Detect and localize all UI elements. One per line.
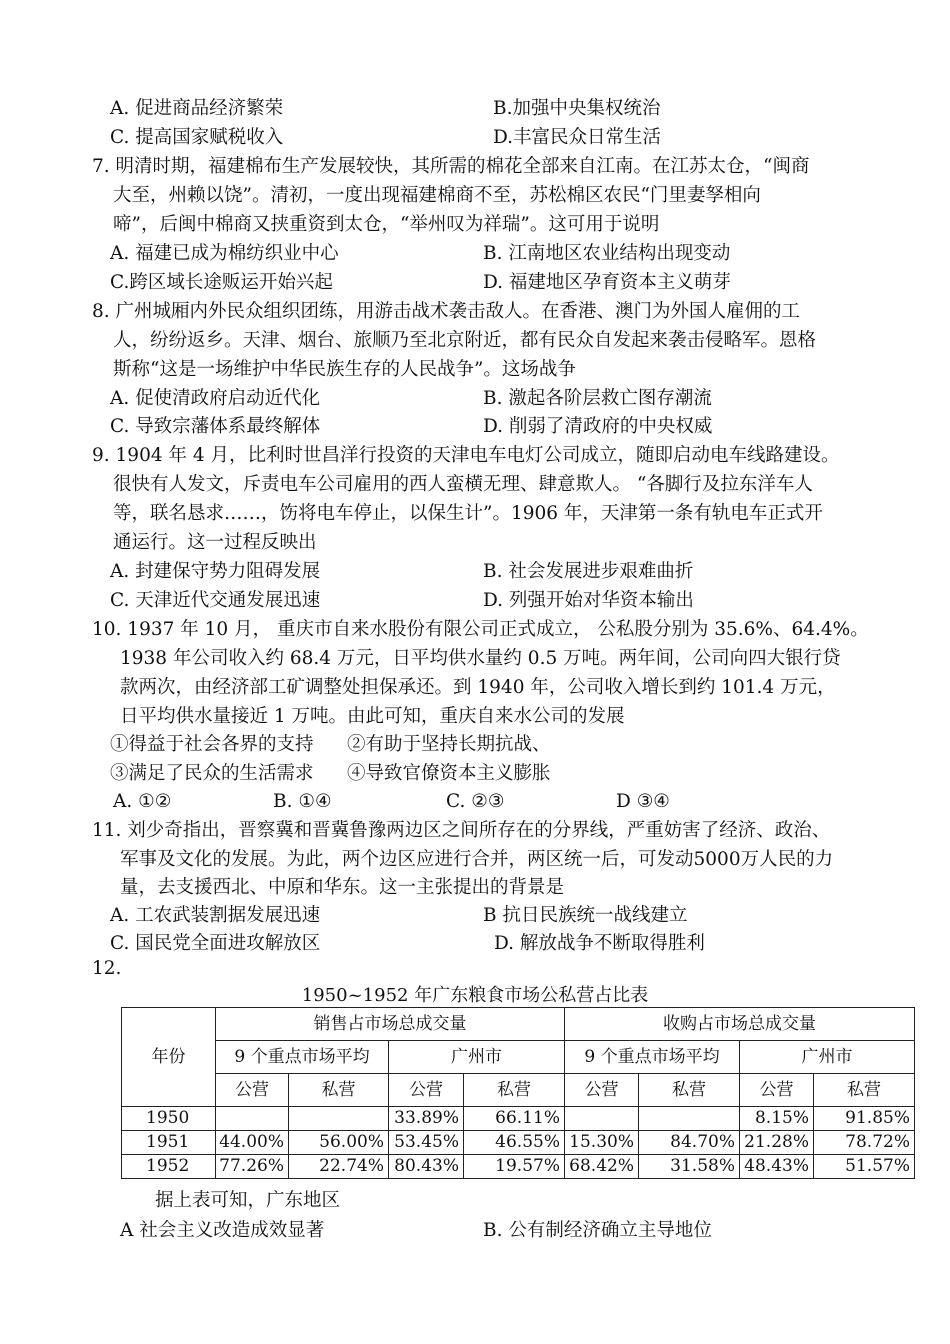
- header-purchase: 收购占市场总成交量: [565, 1008, 915, 1041]
- q10-option-c: C. ②③: [446, 791, 505, 812]
- header-private: 私营: [289, 1074, 389, 1107]
- cell-year: 1950: [122, 1107, 216, 1131]
- q8-option-a: A. 促使清政府启动近代化: [110, 388, 321, 409]
- q6-option-c: C. 提高国家赋税收入: [110, 127, 284, 148]
- q8-option-c: C. 导致宗藩体系最终解体: [110, 416, 321, 437]
- cell: 15.30%: [565, 1131, 639, 1155]
- q10-stem-line-4: 日平均供水量接近 1 万吨。由此可知，重庆自来水公司的发展: [120, 706, 625, 727]
- q10-stem-line-1: 10. 1937 年 10 月， 重庆市自来水股份有限公司正式成立， 公私股分别为 35.6%、64.4%。: [92, 619, 869, 640]
- header-private: 私营: [639, 1074, 740, 1107]
- table-row: [122, 1131, 915, 1155]
- q10-stem-line-2: 1938 年公司收入约 68.4 万元，日平均供水量约 0.5 万吨。两年间，公司向四大银行贷: [120, 648, 841, 669]
- q9-option-b: B. 社会发展进步艰难曲折: [483, 561, 694, 582]
- cell: 66.11%: [464, 1107, 565, 1131]
- q10-item-1: ①得益于社会各界的支持: [110, 734, 314, 755]
- q8-stem-line-2: 人，纷纷返乡。天津、烟台、旅顺乃至北京附近，都有民众自发起来袭击侵略军。恩格: [113, 330, 817, 351]
- q7-option-c: C.跨区域长途贩运开始兴起: [110, 272, 333, 293]
- q9-stem-line-1: 9. 1904 年 4 月，比利时世昌洋行投资的天津电车电灯公司成立，随即启动电车线路建设。: [92, 445, 840, 466]
- q11-option-b: B 抗日民族统一战线建立: [483, 905, 688, 926]
- q7-option-d: D. 福建地区孕育资本主义萌芽: [483, 272, 731, 293]
- q10-option-a: A. ①②: [113, 791, 172, 812]
- cell: 8.15%: [740, 1107, 814, 1131]
- q6-option-d: D.丰富民众日常生活: [493, 127, 662, 148]
- q8-stem-line-3: 斯称“这是一场维护中华民族生存的人民战争”。这场战争: [113, 359, 576, 380]
- q6-option-a: A. 促进商品经济繁荣: [110, 98, 284, 119]
- header-sales-guangzhou: 广州市: [389, 1041, 565, 1074]
- q10-item-4: ④导致官僚资本主义膨胀: [347, 763, 551, 784]
- q9-stem-line-2: 很快有人发文，斥责电车公司雇用的西人蛮横无理、肆意欺人。 “各脚行及拉东洋车人: [113, 474, 813, 495]
- q11-stem-line-2: 军事及文化的发展。为此，两个边区应进行合并，两区统一后，可发动5000万人民的力: [120, 849, 834, 870]
- cell: 80.43%: [389, 1155, 464, 1179]
- cell-year: 1952: [122, 1155, 216, 1179]
- header-public: 公营: [740, 1074, 814, 1107]
- q9-option-d: D. 列强开始对华资本输出: [483, 590, 694, 611]
- cell: 84.70%: [639, 1131, 740, 1155]
- q8-stem-line-1: 8. 广州城厢内外民众组织团练，用游击战术袭击敌人。在香港、澳门为外国人雇佣的工: [92, 301, 801, 322]
- q12-number: 12.: [92, 958, 122, 979]
- table-row: [122, 1107, 915, 1131]
- cell: 68.42%: [565, 1155, 639, 1179]
- q10-option-d: D ③④: [616, 791, 670, 812]
- cell: [639, 1107, 740, 1131]
- header-private: 私营: [814, 1074, 915, 1107]
- cell: 56.00%: [289, 1131, 389, 1155]
- header-sales: 销售占市场总成交量: [216, 1008, 565, 1041]
- cell: 53.45%: [389, 1131, 464, 1155]
- cell: 46.55%: [464, 1131, 565, 1155]
- cell: 91.85%: [814, 1107, 915, 1131]
- q10-item-2: ②有助于坚持长期抗战、: [347, 734, 551, 755]
- cell: 31.58%: [639, 1155, 740, 1179]
- q10-item-3: ③满足了民众的生活需求: [110, 763, 314, 784]
- cell: [289, 1107, 389, 1131]
- q11-stem-line-3: 量，去支援西北、中原和华东。这一主张提出的背景是: [120, 877, 565, 898]
- cell: [565, 1107, 639, 1131]
- grain-market-table: [121, 1007, 915, 1179]
- q9-stem-line-4: 通运行。这一过程反映出: [113, 532, 317, 553]
- cell: 33.89%: [389, 1107, 464, 1131]
- q10-stem-line-3: 款两次，由经济部工矿调整处担保承还。到 1940 年，公司收入增长到约 101.4 万元，: [120, 677, 836, 698]
- cell: 22.74%: [289, 1155, 389, 1179]
- table-row: [122, 1155, 915, 1179]
- q12-option-a: A 社会主义改造成效显著: [120, 1220, 325, 1241]
- q9-option-a: A. 封建保守势力阻碍发展: [110, 561, 321, 582]
- q11-stem-line-1: 11. 刘少奇指出，晋察冀和晋冀鲁豫两边区之间所存在的分界线，严重妨害了经济、政治、: [92, 820, 831, 841]
- cell: [216, 1107, 289, 1131]
- q11-option-a: A. 工农武装割据发展迅速: [110, 905, 321, 926]
- table-title: 1950~1952 年广东粮食市场公私营占比表: [301, 985, 649, 1006]
- q9-option-c: C. 天津近代交通发展迅速: [110, 590, 321, 611]
- cell: 51.57%: [814, 1155, 915, 1179]
- q7-option-a: A. 福建已成为棉纺织业中心: [110, 243, 339, 264]
- header-private: 私营: [464, 1074, 565, 1107]
- header-public: 公营: [565, 1074, 639, 1107]
- q8-option-b: B. 激起各阶层救亡图存潮流: [483, 388, 712, 409]
- cell-year: 1951: [122, 1131, 216, 1155]
- q11-option-d: D. 解放战争不断取得胜利: [494, 933, 705, 954]
- q7-option-b: B. 江南地区农业结构出现变动: [483, 243, 731, 264]
- q9-stem-line-3: 等，联名恳求……，饬将电车停止，以保生计”。1906 年，天津第一条有轨电车正式开: [113, 503, 823, 524]
- cell: 44.00%: [216, 1131, 289, 1155]
- header-public: 公营: [216, 1074, 289, 1107]
- q7-stem-line-2: 大至，州赖以饶”。清初，一度出现福建棉商不至，苏松棉区农民“门里妻孥相向: [113, 185, 761, 206]
- cell: 78.72%: [814, 1131, 915, 1155]
- cell: 48.43%: [740, 1155, 814, 1179]
- header-purchase-avg9: 9 个重点市场平均: [565, 1041, 740, 1074]
- header-sales-avg9: 9 个重点市场平均: [216, 1041, 389, 1074]
- q12-question: 据上表可知，广东地区: [155, 1190, 341, 1211]
- header-public: 公营: [389, 1074, 464, 1107]
- cell: 77.26%: [216, 1155, 289, 1179]
- header-year: 年份: [122, 1008, 216, 1107]
- cell: 19.57%: [464, 1155, 565, 1179]
- q6-option-b: B.加强中央集权统治: [493, 98, 661, 119]
- q7-stem-line-3: 啼”，后闽中棉商又挟重资到太仓，“举州叹为祥瑞”。这可用于说明: [113, 214, 660, 235]
- header-purchase-guangzhou: 广州市: [740, 1041, 915, 1074]
- q7-stem-line-1: 7. 明清时期，福建棉布生产发展较快，其所需的棉花全部来自江南。在江苏太仓，“闽商: [92, 156, 810, 177]
- q8-option-d: D. 削弱了清政府的中央权威: [483, 416, 713, 437]
- q10-option-b: B. ①④: [273, 791, 332, 812]
- q12-option-b: B. 公有制经济确立主导地位: [483, 1220, 712, 1241]
- q11-option-c: C. 国民党全面进攻解放区: [110, 933, 321, 954]
- cell: 21.28%: [740, 1131, 814, 1155]
